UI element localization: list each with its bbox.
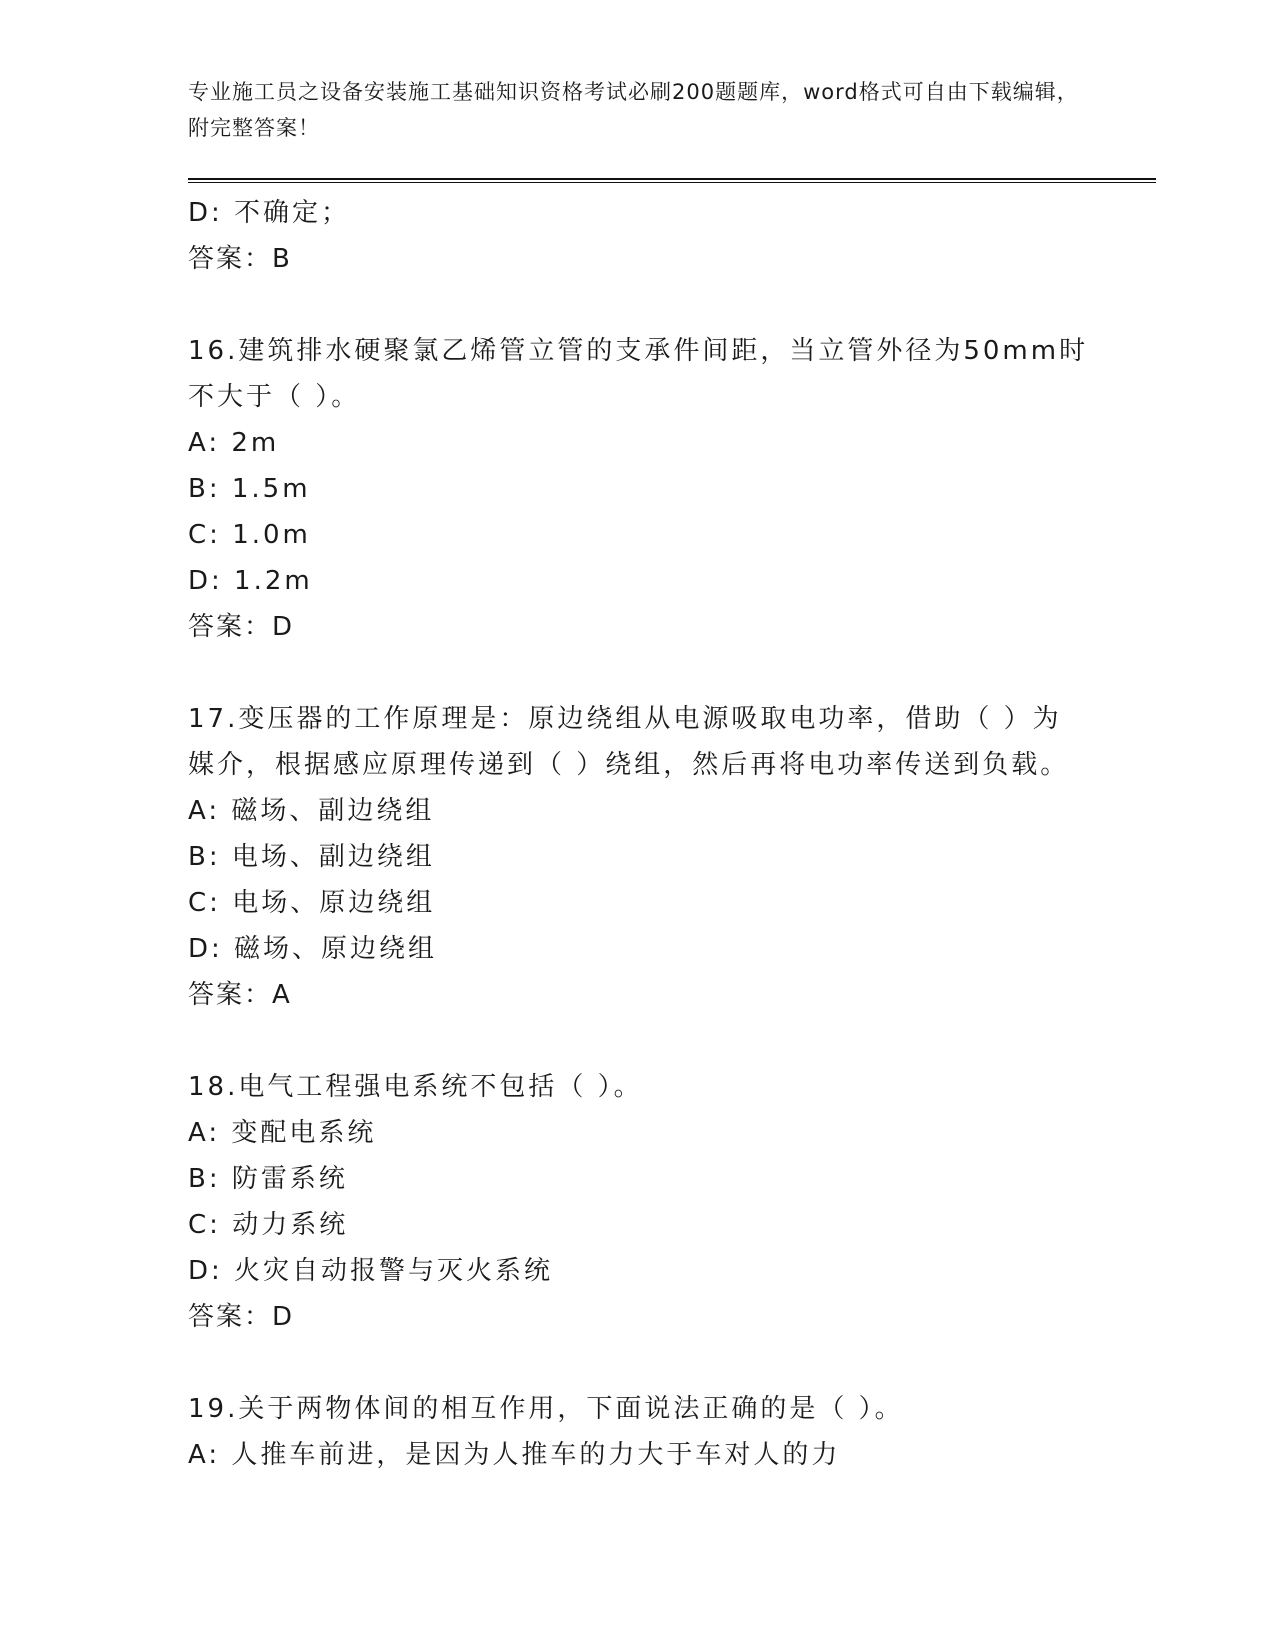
- answer-line: [188, 1294, 1088, 1340]
- answer-label: 答案：: [188, 244, 273, 274]
- option-text: 磁场、副边绕组: [231, 796, 435, 826]
- option-text: 1.0m: [232, 520, 311, 550]
- answer-label: 答案：: [188, 1302, 273, 1332]
- answer-value: B: [272, 244, 290, 274]
- option-text: 2m: [231, 428, 280, 458]
- option-text: 人推车前进，是因为人推车的力大于车对人的力: [231, 1440, 841, 1470]
- answer-label: 答案：: [188, 612, 273, 642]
- option-label: C:: [188, 520, 221, 550]
- option-line: [188, 190, 1088, 236]
- option-line: [188, 1110, 1088, 1156]
- question-text-line: 19.关于两物体间的相互作用，下面说法正确的是（ ）。: [188, 1394, 904, 1424]
- question-18: [188, 1064, 1088, 1340]
- option-line: [188, 1202, 1088, 1248]
- option-line: [188, 834, 1088, 880]
- option-label: D:: [188, 1256, 223, 1286]
- option-line: [188, 466, 1088, 512]
- question-list: [188, 190, 1088, 1478]
- question-text-line: 17.变压器的工作原理是：原边绕组从电源吸取电功率，借助（ ）为: [188, 704, 1062, 734]
- option-label: C:: [188, 888, 221, 918]
- answer-value: D: [272, 612, 293, 642]
- answer-value: D: [272, 1302, 293, 1332]
- option-label: C:: [188, 1210, 221, 1240]
- question-spacer: [188, 1340, 1088, 1386]
- option-text: 磁场、原边绕组: [234, 934, 438, 964]
- question-text-line: 18.电气工程强电系统不包括（ ）。: [188, 1072, 643, 1102]
- option-label: D:: [188, 198, 223, 228]
- question-spacer: [188, 650, 1088, 696]
- option-text: 1.2m: [234, 566, 313, 596]
- option-text: 电场、原边绕组: [232, 888, 436, 918]
- option-text: 1.5m: [231, 474, 311, 504]
- option-line: [188, 1248, 1088, 1294]
- answer-value: A: [272, 980, 290, 1010]
- question-16: [188, 328, 1088, 650]
- answer-line: [188, 604, 1088, 650]
- answer-line: [188, 236, 1088, 282]
- option-label: A:: [188, 1440, 221, 1470]
- option-label: A:: [188, 796, 221, 826]
- document-header: 专业施工员之设备安装施工基础知识资格考试必刷200题题库，word格式可自由下载编辑，附完整答案！: [188, 80, 1079, 140]
- option-line: [188, 512, 1088, 558]
- option-text: 火灾自动报警与灭火系统: [234, 1256, 554, 1286]
- question-text-line: 媒介，根据感应原理传递到（ ）绕组，然后再将电功率传送到负载。: [188, 750, 1070, 780]
- header-divider: [188, 178, 1156, 183]
- option-line: [188, 420, 1088, 466]
- option-line: [188, 880, 1088, 926]
- question-spacer: [188, 282, 1088, 328]
- option-line: [188, 788, 1088, 834]
- question-19: [188, 1386, 1088, 1478]
- option-label: D:: [188, 934, 223, 964]
- answer-label: 答案：: [188, 980, 273, 1010]
- option-label: B:: [188, 842, 221, 872]
- option-label: A:: [188, 1118, 221, 1148]
- option-label: A:: [188, 428, 221, 458]
- option-line: [188, 558, 1088, 604]
- option-text: 动力系统: [232, 1210, 349, 1240]
- question-17: [188, 696, 1088, 1018]
- question-text-line: 不大于（ ）。: [188, 382, 361, 412]
- question-text-line: 16.建筑排水硬聚氯乙烯管立管的支承件间距，当立管外径为50mm时: [188, 336, 1089, 366]
- option-label: B:: [188, 474, 221, 504]
- question-spacer: [188, 1018, 1088, 1064]
- option-text: 不确定；: [234, 198, 351, 228]
- option-text: 变配电系统: [231, 1118, 377, 1148]
- option-text: 防雷系统: [231, 1164, 348, 1194]
- option-line: [188, 1432, 1088, 1478]
- option-label: B:: [188, 1164, 221, 1194]
- option-label: D:: [188, 566, 223, 596]
- option-text: 电场、副边绕组: [231, 842, 435, 872]
- answer-line: [188, 972, 1088, 1018]
- option-line: [188, 926, 1088, 972]
- option-line: [188, 1156, 1088, 1202]
